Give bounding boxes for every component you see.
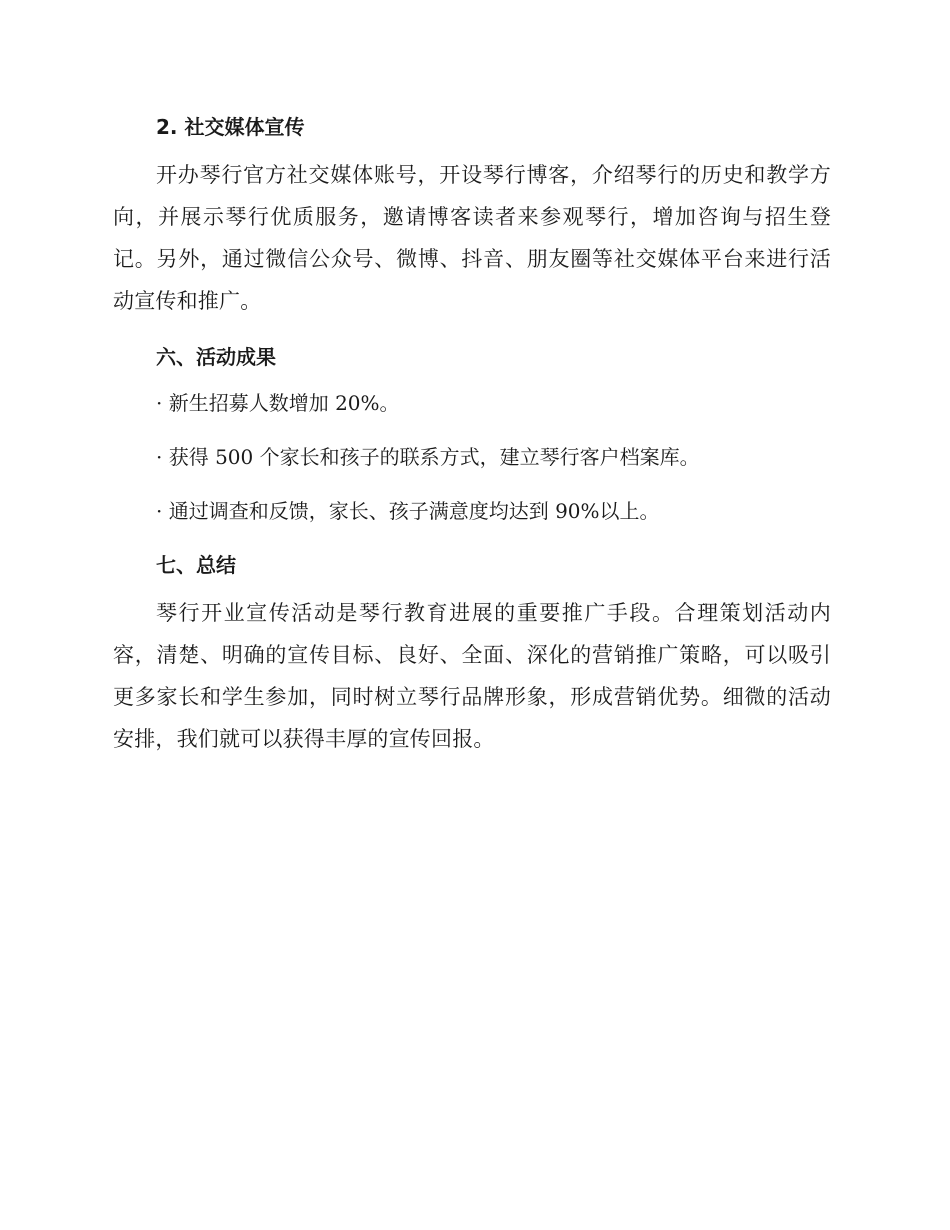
section-heading-social-media: 2. 社交媒体宣传: [156, 115, 305, 139]
section-paragraph-summary: 琴行开业宣传活动是琴行教育进展的重要推广手段。合理策划活动内容，清楚、明确的宣传目标、良好、全面、深化的营销推广策略，可以吸引更多家长和学生参加，同时树立琴行品牌形象，形成营销优势。细微的活动安排，我们就可以获得丰厚的宣传回报。: [113, 601, 831, 751]
list-item: · 新生招募人数增加 20%。: [156, 391, 400, 415]
list-item: · 获得 500 个家长和孩子的联系方式，建立琴行客户档案库。: [156, 445, 700, 469]
section-heading-summary: 七、总结: [156, 553, 236, 577]
document-page: [113, 108, 831, 760]
section-paragraph-social-media: 开办琴行官方社交媒体账号，开设琴行博客，介绍琴行的历史和教学方向，并展示琴行优质服务，邀请博客读者来参观琴行，增加咨询与招生登记。另外，通过微信公众号、微博、抖音、朋友圈等社交媒体平台来进行活动宣传和推广。: [113, 163, 831, 313]
list-item: · 通过调查和反馈，家长、孩子满意度均达到 90%以上。: [156, 499, 660, 523]
section-heading-results: 六、活动成果: [156, 345, 276, 369]
